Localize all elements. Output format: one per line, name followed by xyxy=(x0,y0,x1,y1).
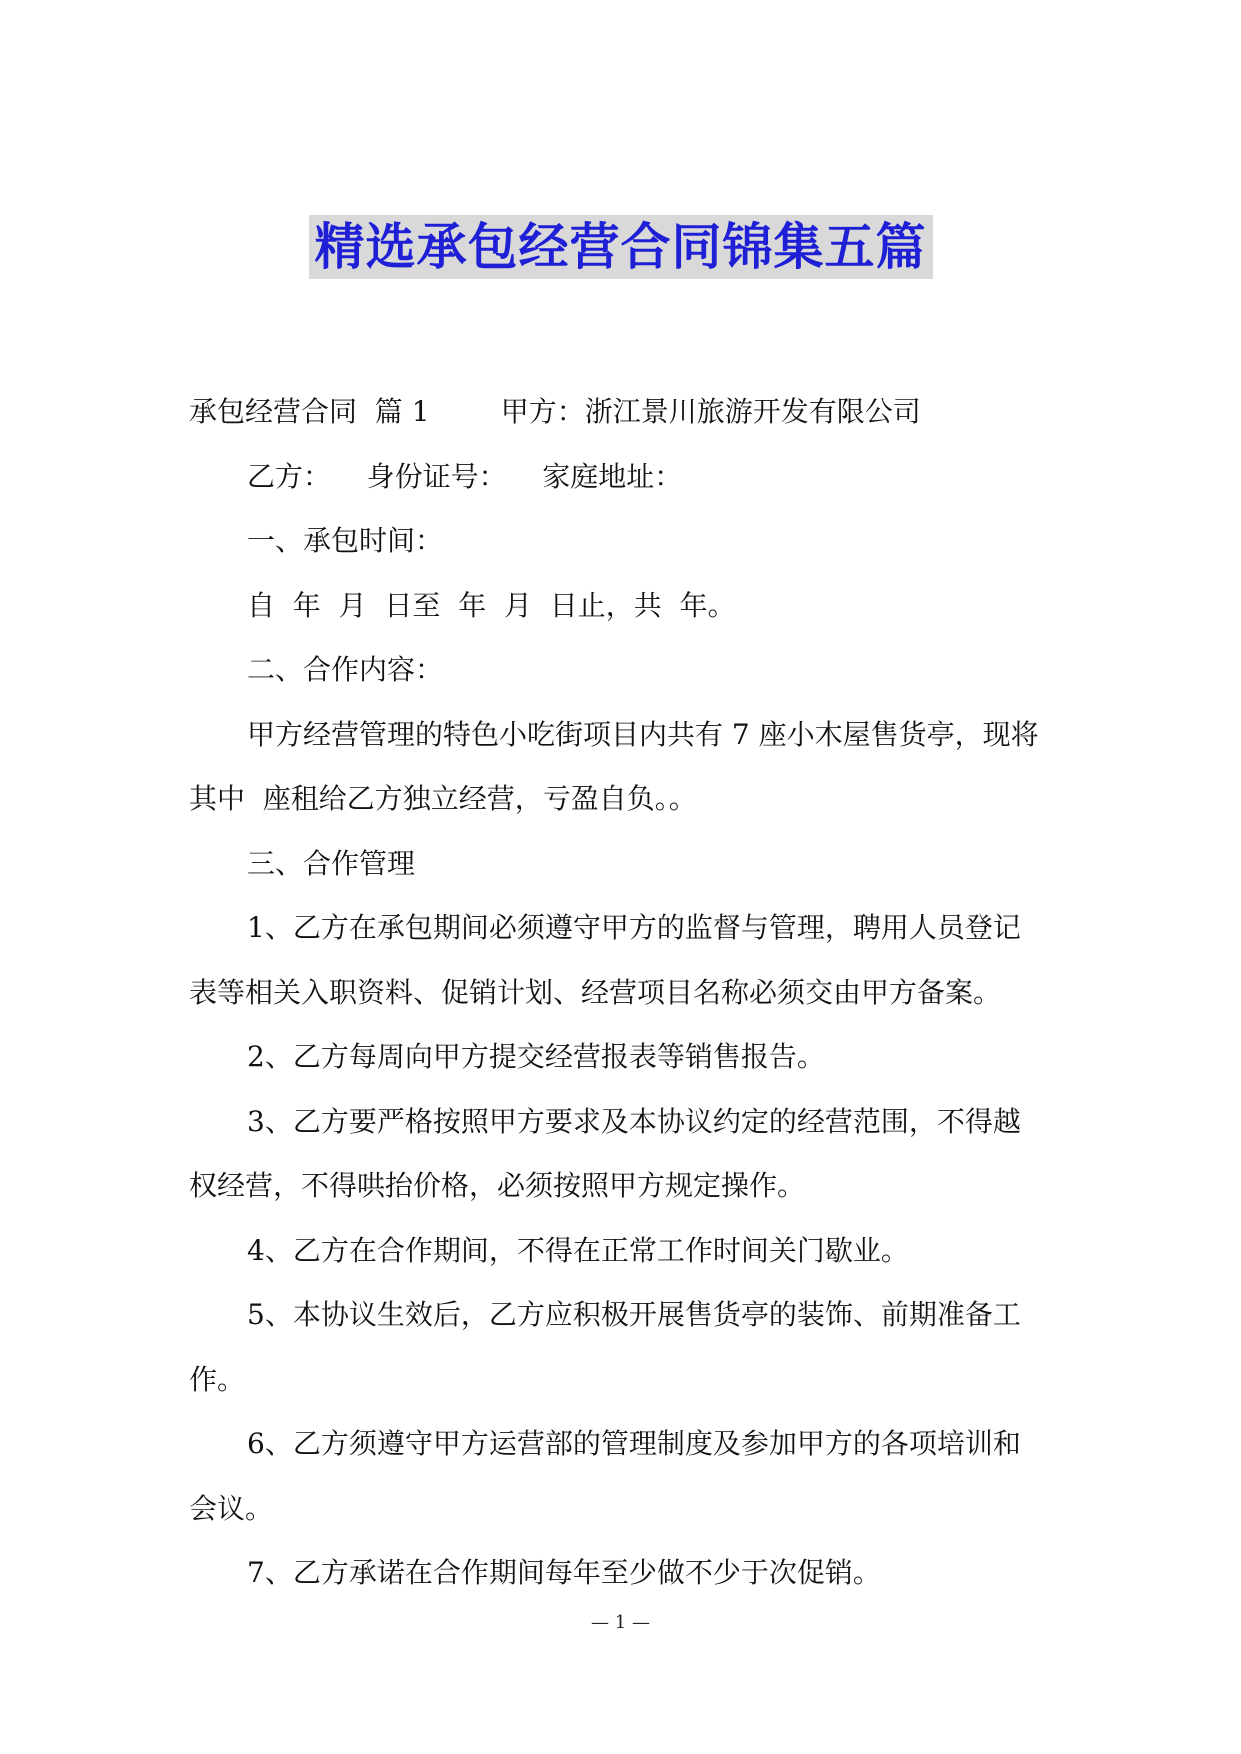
text-line: 三、合作管理 xyxy=(247,846,416,880)
text-line: 二、合作内容： xyxy=(247,653,444,686)
text-line: 甲方经营管理的特色小吃街项目内共有 7 座小木屋售货亭，现将 xyxy=(247,717,1039,751)
page-number: — 1 — xyxy=(591,1612,650,1633)
title-container xyxy=(0,215,1241,279)
text-line: 承包经营合同 篇 1 甲方：浙江景川旅游开发有限公司 xyxy=(189,395,921,428)
text-line: 其中 座租给乙方独立经营，亏盈自负。。 xyxy=(189,782,697,815)
text-line: 会议。 xyxy=(189,1491,274,1525)
text-line: 乙方： 身份证号： 家庭地址： xyxy=(247,459,683,493)
text-line: 1、乙方在承包期间必须遵守甲方的监督与管理，聘用人员登记 xyxy=(247,911,1021,944)
text-line: 表等相关入职资料、促销计划、经营项目名称必须交由甲方备案。 xyxy=(189,975,1002,1009)
document-body xyxy=(189,380,1059,1606)
text-line: 3、乙方要严格按照甲方要求及本协议约定的经营范围，不得越 xyxy=(247,1104,1021,1138)
text-line: 2、乙方每周向甲方提交经营报表等销售报告。 xyxy=(247,1040,825,1073)
text-line: 作。 xyxy=(189,1362,246,1396)
text-line: 5、本协议生效后，乙方应积极开展售货亭的装饰、前期准备工 xyxy=(247,1298,1021,1331)
text-line: 权经营，不得哄抬价格，必须按照甲方规定操作。 xyxy=(189,1169,806,1202)
text-line: 7、乙方承诺在合作期间每年至少做不少于次促销。 xyxy=(247,1556,881,1589)
text-line: 6、乙方须遵守甲方运营部的管理制度及参加甲方的各项培训和 xyxy=(247,1427,1021,1460)
text-line: 4、乙方在合作期间，不得在正常工作时间关门歇业。 xyxy=(247,1233,909,1267)
text-line: 一、承包时间： xyxy=(247,524,444,557)
document-title: 精选承包经营合同锦集五篇 xyxy=(309,215,933,279)
text-line: 自 年 月 日至 年 月 日止，共 年。 xyxy=(247,588,736,622)
